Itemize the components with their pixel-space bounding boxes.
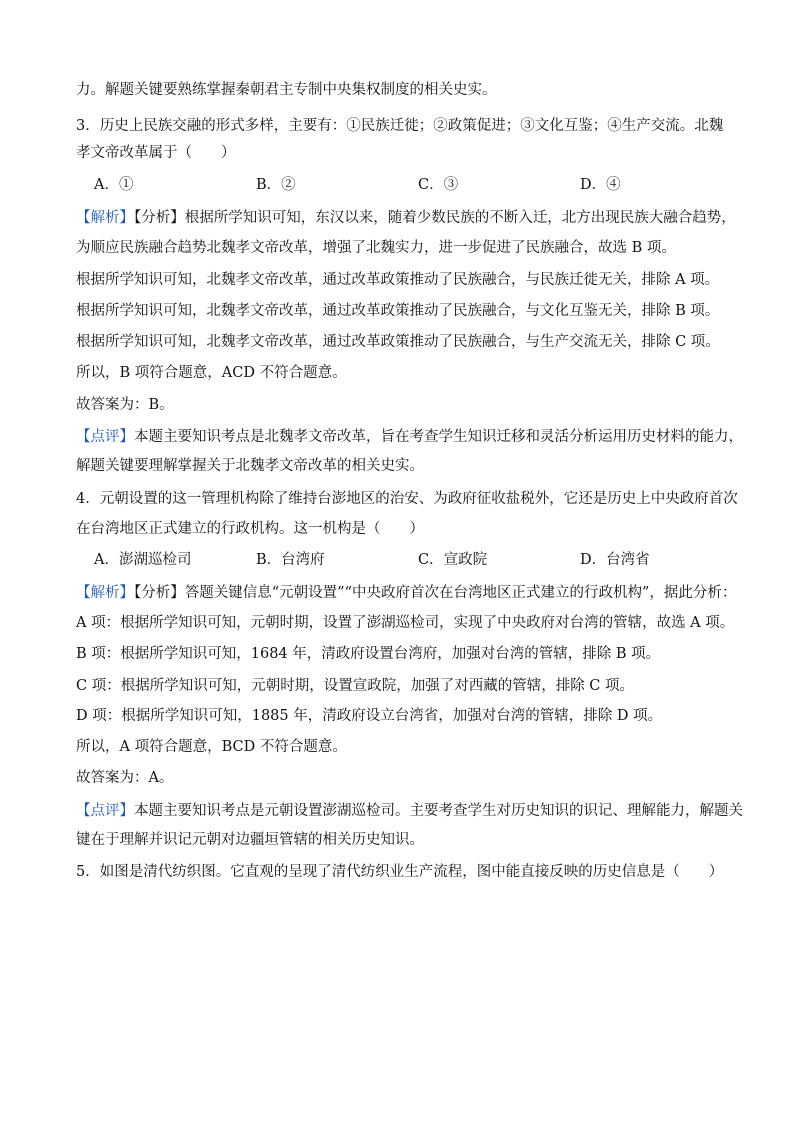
q3-answer: 故答案为：B。: [76, 397, 174, 413]
q3-analysis-line-2: 为顺应民族融合趋势北魏孝文帝改革，增强了北魏实力，进一步促进了民族融合，故选 B 项。: [76, 240, 676, 256]
q3-analysis-line-3: 根据所学知识可知，北魏孝文帝改革，通过改革政策推动了民族融合，与民族迁徙无关，排除 A 项。: [76, 272, 720, 288]
q4-analysis-line-2: A 项：根据所学知识可知，元朝时期，设置了澎湖巡检司，实现了中央政府对台湾的管辖，故选 A 项。: [76, 615, 735, 631]
q4-comment-line-2: 键在于理解并识记元朝对边疆垣管辖的相关历史知识。: [76, 832, 424, 848]
q3-analysis-text-1: 【分析】根据所学知识可知，东汉以来，随着少数民族的不断入迁，北方出现民族大融合趋势，: [134, 210, 736, 226]
q3-stem-line-2: 孝文帝改革属于（ ）: [76, 145, 236, 161]
q4-analysis-line-6: 所以，A 项符合题意，BCD 不符合题意。: [76, 739, 347, 755]
q3-option-a: A．①: [94, 177, 134, 193]
q3-analysis-line-6: 所以，B 项符合题意，ACD 不符合题意。: [76, 365, 347, 381]
q4-comment-text-1: 本题主要知识考点是元朝设置澎湖巡检司。主要考查学生对历史知识的识记、理解能力，解题关: [134, 803, 743, 819]
q3-stem-line-1: 3．历史上民族交融的形式多样，主要有：①民族迁徙；②政策促进；③文化互鉴；④生产交流。北魏: [76, 118, 724, 134]
q3-option-b: B．②: [256, 177, 296, 193]
q4-option-b: B．台湾府: [256, 552, 325, 568]
q4-answer: 故答案为：A。: [76, 770, 174, 786]
q3-comment-line-2: 解题关键要理解掌握关于北魏孝文帝改革的相关史实。: [76, 458, 424, 474]
q4-analysis-line-1: [76, 583, 746, 603]
q4-stem-line-2: 在台湾地区正式建立的行政机构。这一机构是（ ）: [76, 521, 424, 537]
q5-stem-line-1: 5．如图是清代纺织图。它直观的呈现了清代纺织业生产流程，图中能直接反映的历史信息是（ ）: [76, 864, 724, 880]
q4-analysis-line-5: D 项：根据所学知识可知，1885 年，清政府设立台湾省，加强对台湾的管辖，排除 D 项。: [76, 708, 663, 724]
q4-analysis-line-3: B 项：根据所学知识可知，1684 年，清政府设置台湾府，加强对台湾的管辖，排除 B 项。: [76, 646, 661, 662]
q4-stem-line-1: 4．元朝设置的这一管理机构除了维持台澎地区的治安、为政府征收盐税外，它还是历史上中央政府首次: [76, 491, 738, 507]
comment-tag: 【点评】: [76, 803, 134, 819]
q4-comment-line-1: [76, 801, 746, 821]
q4-option-c: C．宣政院: [418, 552, 488, 568]
q3-analysis-line-4: 根据所学知识可知，北魏孝文帝改革，通过改革政策推动了民族融合，与文化互鉴无关，排除 B 项。: [76, 303, 720, 319]
q4-analysis-text-1: 【分析】答题关键信息“元朝设置”“中央政府首次在台湾地区正式建立的行政机构”，据此分析：: [134, 585, 737, 601]
q3-comment-text-1: 本题主要知识考点是北魏孝文帝改革，旨在考查学生知识迁移和灵活分析运用历史材料的能力，: [134, 429, 743, 445]
q4-analysis-line-4: C 项：根据所学知识可知，元朝时期，设置宣政院，加强了对西藏的管辖，排除 C 项。: [76, 678, 635, 694]
q3-analysis-line-1: [76, 208, 746, 228]
q2-analysis-tail: 力。解题关键要熟练掌握秦朝君主专制中央集权制度的相关史实。: [76, 82, 497, 98]
analysis-tag: 【解析】: [76, 210, 134, 226]
q3-option-d: D．④: [580, 177, 621, 193]
q3-option-c: C．③: [418, 177, 459, 193]
comment-tag: 【点评】: [76, 429, 134, 445]
q4-option-d: D．台湾省: [580, 552, 650, 568]
q4-option-a: A．澎湖巡检司: [94, 552, 192, 568]
q3-comment-line-1: [76, 427, 746, 447]
q3-analysis-line-5: 根据所学知识可知，北魏孝文帝改革，通过改革政策推动了民族融合，与生产交流无关，排除 C 项。: [76, 334, 720, 350]
analysis-tag: 【解析】: [76, 585, 134, 601]
